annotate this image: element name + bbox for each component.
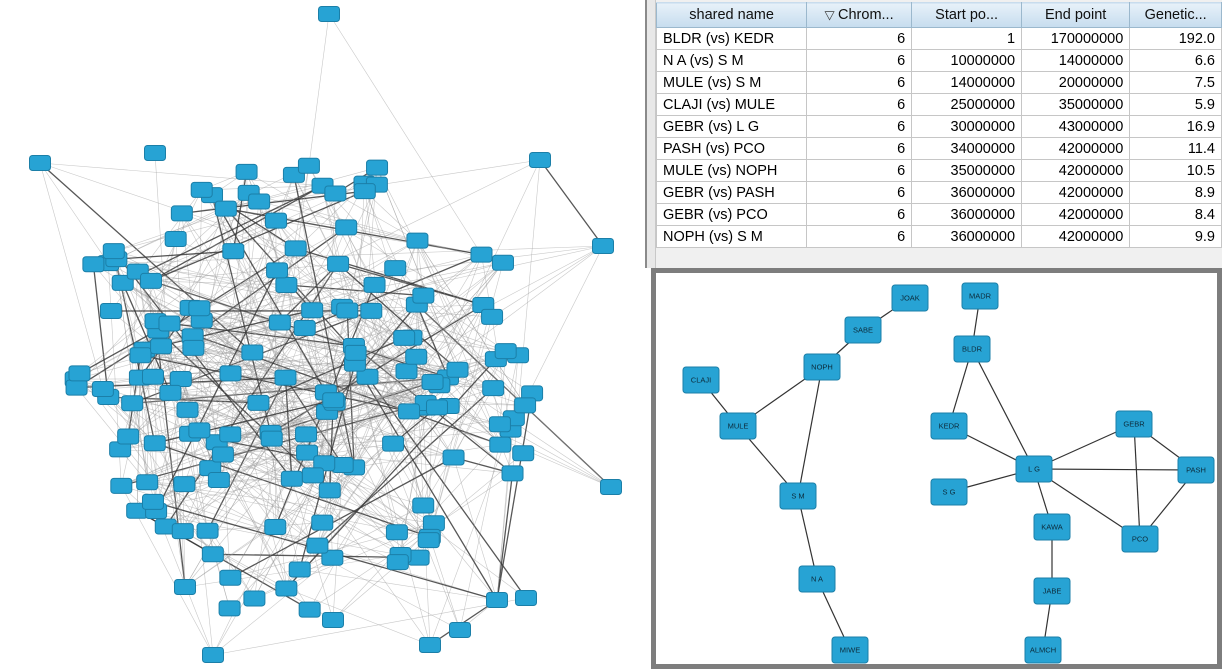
main-network-node[interactable]: [367, 160, 388, 175]
table-cell-end[interactable]: 42000000: [1022, 204, 1130, 226]
table-cell-end[interactable]: 20000000: [1022, 72, 1130, 94]
main-network-edge: [430, 537, 460, 630]
column-label-genetic: Genetic...: [1144, 7, 1207, 23]
main-network-node[interactable]: [312, 515, 333, 530]
table-row[interactable]: [657, 204, 1222, 226]
sub-network-node[interactable]: [799, 566, 835, 592]
main-network-node[interactable]: [191, 182, 212, 197]
main-network-node[interactable]: [111, 478, 132, 493]
main-network-edge: [329, 14, 482, 255]
main-network-node[interactable]: [242, 345, 263, 360]
main-network-node[interactable]: [492, 255, 513, 270]
main-network-node[interactable]: [248, 395, 269, 410]
main-network-edge: [40, 163, 108, 263]
main-network-node[interactable]: [413, 498, 434, 513]
main-network-node[interactable]: [307, 538, 328, 553]
main-network-node[interactable]: [323, 393, 344, 408]
sub-network-node[interactable]: [780, 483, 816, 509]
main-network-node[interactable]: [159, 316, 180, 331]
main-network-node[interactable]: [383, 436, 404, 451]
main-network-node[interactable]: [345, 345, 366, 360]
node-label: KAWA: [1041, 522, 1063, 532]
table-cell-shared_name[interactable]: GEBR (vs) PASH: [657, 182, 807, 204]
table-cell-chrom[interactable]: 6: [807, 94, 912, 116]
sub-network-node[interactable]: [1122, 526, 1158, 552]
sub-network-node[interactable]: [1116, 411, 1152, 437]
sub-network-edges: [701, 296, 1196, 650]
main-network-node[interactable]: [443, 450, 464, 465]
node-label: BLDR: [961, 344, 983, 354]
node-label: KEDR: [938, 421, 960, 431]
sub-network-node[interactable]: [832, 637, 868, 663]
table-row[interactable]: [657, 50, 1222, 72]
node-label: ALMCH: [1029, 645, 1057, 655]
main-network-node[interactable]: [323, 613, 344, 628]
sub-network-node[interactable]: [1025, 637, 1061, 663]
node-label: PASH: [1186, 465, 1206, 475]
main-network-node[interactable]: [482, 309, 503, 324]
main-network-edge: [309, 14, 329, 166]
main-network-node[interactable]: [471, 247, 492, 262]
table-cell-start[interactable]: 36000000: [912, 204, 1022, 226]
table-cell-genetic[interactable]: 6.6: [1130, 50, 1222, 72]
table-cell-chrom[interactable]: 6: [807, 182, 912, 204]
main-network-node[interactable]: [289, 562, 310, 577]
main-network-node[interactable]: [483, 381, 504, 396]
main-network-node[interactable]: [298, 158, 319, 173]
main-network-node[interactable]: [325, 186, 346, 201]
main-network-node[interactable]: [361, 303, 382, 318]
column-header-shared-name[interactable]: [657, 3, 807, 28]
main-network-node[interactable]: [100, 303, 121, 318]
column-label-end-point: End point: [1045, 7, 1107, 23]
main-network-node[interactable]: [203, 648, 224, 663]
sub-network-node[interactable]: [804, 354, 840, 380]
table-row[interactable]: [657, 226, 1222, 248]
main-network-edge: [93, 264, 108, 397]
table-row[interactable]: [657, 94, 1222, 116]
main-network-node[interactable]: [269, 315, 290, 330]
table-scrollbar[interactable]: [647, 0, 656, 268]
table-cell-end[interactable]: 42000000: [1022, 160, 1130, 182]
main-network-node[interactable]: [137, 475, 158, 490]
table-cell-shared_name[interactable]: BLDR (vs) KEDR: [657, 28, 807, 50]
column-label-start-point: Start po...: [935, 7, 999, 23]
main-network-node[interactable]: [249, 194, 270, 209]
main-network-node[interactable]: [144, 436, 165, 451]
main-network-edge: [199, 190, 201, 308]
main-network-node[interactable]: [319, 483, 340, 498]
main-network-node[interactable]: [265, 213, 286, 228]
main-network-node[interactable]: [447, 362, 468, 377]
sub-network-node[interactable]: [1016, 456, 1052, 482]
node-label: MIWE: [839, 645, 861, 655]
table-cell-shared_name[interactable]: GEBR (vs) L G: [657, 116, 807, 138]
main-network-node[interactable]: [276, 278, 297, 293]
sub-network-node[interactable]: [954, 336, 990, 362]
main-network-edge: [40, 163, 103, 389]
table-cell-genetic[interactable]: 10.5: [1130, 160, 1222, 182]
main-network-node[interactable]: [122, 396, 143, 411]
main-network-node[interactable]: [92, 382, 113, 397]
node-label: S G: [942, 487, 956, 497]
main-network-node[interactable]: [513, 446, 534, 461]
node-label: MADR: [968, 291, 992, 301]
table-cell-end[interactable]: 42000000: [1022, 138, 1130, 160]
table-cell-start[interactable]: 36000000: [912, 182, 1022, 204]
main-network-node[interactable]: [336, 220, 357, 235]
column-header-end-point[interactable]: [1022, 3, 1130, 28]
main-network-node[interactable]: [299, 602, 320, 617]
table-row[interactable]: [657, 182, 1222, 204]
table-cell-genetic[interactable]: 11.4: [1130, 138, 1222, 160]
main-network-node[interactable]: [66, 380, 87, 395]
main-network-edge: [40, 163, 323, 186]
filter-icon[interactable]: ▽: [824, 8, 835, 22]
column-header-genetic[interactable]: [1130, 3, 1222, 28]
table-cell-genetic[interactable]: 9.9: [1130, 226, 1222, 248]
sub-network-node[interactable]: [1034, 514, 1070, 540]
table-row[interactable]: [657, 116, 1222, 138]
main-network-node[interactable]: [319, 7, 340, 22]
table-cell-start[interactable]: 25000000: [912, 94, 1022, 116]
table-cell-genetic[interactable]: 8.9: [1130, 182, 1222, 204]
edge-table[interactable]: [656, 2, 1222, 248]
sub-network-node[interactable]: [931, 479, 967, 505]
main-network-node[interactable]: [502, 466, 523, 481]
main-network-node[interactable]: [387, 555, 408, 570]
node-label: NOPH: [811, 362, 833, 372]
main-network-node[interactable]: [394, 330, 415, 345]
table-cell-genetic[interactable]: 192.0: [1130, 28, 1222, 50]
main-network-node[interactable]: [142, 369, 163, 384]
table-cell-start[interactable]: 36000000: [912, 226, 1022, 248]
sub-network-edge: [972, 349, 1034, 469]
table-cell-chrom[interactable]: 6: [807, 138, 912, 160]
main-network-node[interactable]: [145, 146, 166, 161]
main-network-node[interactable]: [183, 340, 204, 355]
main-network-edge: [454, 458, 497, 601]
main-network-node[interactable]: [285, 241, 306, 256]
table-cell-chrom[interactable]: 6: [807, 50, 912, 72]
main-network-node[interactable]: [175, 580, 196, 595]
main-network-node[interactable]: [197, 523, 218, 538]
main-network-node[interactable]: [220, 366, 241, 381]
main-network-node[interactable]: [236, 164, 257, 179]
node-label: PCO: [1131, 534, 1149, 544]
main-network-node[interactable]: [118, 429, 139, 444]
main-network-node[interactable]: [30, 156, 51, 171]
main-network-node[interactable]: [202, 547, 223, 562]
table-cell-chrom[interactable]: 6: [807, 204, 912, 226]
main-network-node[interactable]: [396, 364, 417, 379]
table-cell-shared_name[interactable]: NOPH (vs) S M: [657, 226, 807, 248]
main-network-node[interactable]: [294, 321, 315, 336]
main-network-node[interactable]: [244, 591, 265, 606]
main-network-node[interactable]: [189, 423, 210, 438]
table-cell-end[interactable]: 42000000: [1022, 182, 1130, 204]
main-network-node[interactable]: [420, 638, 441, 653]
main-network-nodes[interactable]: [30, 7, 622, 663]
sub-network-node[interactable]: [962, 283, 998, 309]
table-row[interactable]: [657, 72, 1222, 94]
main-network-node[interactable]: [142, 494, 163, 509]
table-row[interactable]: [657, 28, 1222, 50]
main-network-node[interactable]: [406, 349, 427, 364]
table-cell-shared_name[interactable]: MULE (vs) S M: [657, 72, 807, 94]
table-row[interactable]: [657, 138, 1222, 160]
table-cell-shared_name[interactable]: PASH (vs) PCO: [657, 138, 807, 160]
column-label-chromosome: Chrom...: [838, 7, 894, 23]
table-cell-end[interactable]: 43000000: [1022, 116, 1130, 138]
main-network-node[interactable]: [515, 398, 536, 413]
main-network-node[interactable]: [160, 385, 181, 400]
table-cell-chrom[interactable]: 6: [807, 72, 912, 94]
main-network-node[interactable]: [151, 339, 172, 354]
main-network-edge: [213, 598, 526, 655]
main-network-node[interactable]: [219, 601, 240, 616]
table-cell-start[interactable]: 30000000: [912, 116, 1022, 138]
main-network-node[interactable]: [165, 231, 186, 246]
main-network-node[interactable]: [385, 261, 406, 276]
sub-network-node[interactable]: [1034, 578, 1070, 604]
node-label: JABE: [1042, 586, 1062, 596]
main-network-node[interactable]: [418, 533, 439, 548]
sub-network-nodes[interactable]: [683, 283, 1214, 663]
main-network-node[interactable]: [275, 370, 296, 385]
table-header-row: [657, 3, 1222, 28]
sub-network-view[interactable]: [651, 268, 1222, 669]
main-network-edge: [497, 473, 513, 600]
main-network-edge: [333, 537, 430, 620]
sub-network-node[interactable]: [845, 317, 881, 343]
main-network-node[interactable]: [170, 372, 191, 387]
sub-network-node[interactable]: [683, 367, 719, 393]
table-cell-start[interactable]: 35000000: [912, 160, 1022, 182]
column-header-start-point[interactable]: [912, 3, 1022, 28]
table-cell-shared_name[interactable]: N A (vs) S M: [657, 50, 807, 72]
main-network-node[interactable]: [407, 233, 428, 248]
table-cell-start[interactable]: 1: [912, 28, 1022, 50]
main-network-node[interactable]: [328, 256, 349, 271]
main-network-node[interactable]: [593, 239, 614, 254]
node-label: S M: [791, 491, 805, 501]
main-network-node[interactable]: [276, 581, 297, 596]
edge-table-panel[interactable]: [645, 0, 1222, 268]
table-cell-shared_name[interactable]: GEBR (vs) PCO: [657, 204, 807, 226]
sub-network-node[interactable]: [1178, 457, 1214, 483]
table-cell-start[interactable]: 14000000: [912, 72, 1022, 94]
main-network-node[interactable]: [495, 344, 516, 359]
main-network-node[interactable]: [302, 303, 323, 318]
main-network-node[interactable]: [265, 519, 286, 534]
table-cell-genetic[interactable]: 5.9: [1130, 94, 1222, 116]
main-network-node[interactable]: [212, 447, 233, 462]
table-row[interactable]: [657, 160, 1222, 182]
main-network-node[interactable]: [601, 480, 622, 495]
main-network-node[interactable]: [267, 263, 288, 278]
main-network-node[interactable]: [172, 524, 193, 539]
table-cell-genetic[interactable]: 8.4: [1130, 204, 1222, 226]
table-body[interactable]: [657, 28, 1222, 248]
table-cell-shared_name[interactable]: CLAJI (vs) MULE: [657, 94, 807, 116]
main-network-node[interactable]: [215, 201, 236, 216]
table-cell-shared_name[interactable]: MULE (vs) NOPH: [657, 160, 807, 182]
sub-network-edge: [798, 367, 822, 496]
main-network-node[interactable]: [130, 348, 151, 363]
sub-network-node[interactable]: [892, 285, 928, 311]
table-cell-start[interactable]: 10000000: [912, 50, 1022, 72]
main-network-node[interactable]: [208, 473, 229, 488]
main-network-node[interactable]: [399, 404, 420, 419]
table-cell-end[interactable]: 42000000: [1022, 226, 1130, 248]
table-cell-chrom[interactable]: 6: [807, 116, 912, 138]
column-label-shared-name: shared name: [689, 7, 774, 23]
sub-network-edge: [1034, 469, 1196, 470]
main-network-node[interactable]: [530, 153, 551, 168]
table-cell-genetic[interactable]: 16.9: [1130, 116, 1222, 138]
sub-network-node[interactable]: [720, 413, 756, 439]
main-network-node[interactable]: [171, 206, 192, 221]
main-network-node[interactable]: [516, 591, 537, 606]
node-label: JOAK: [900, 293, 920, 303]
main-network-node[interactable]: [177, 402, 198, 417]
main-network-node[interactable]: [487, 593, 508, 608]
main-network-node[interactable]: [174, 477, 195, 492]
main-network-node[interactable]: [354, 184, 375, 199]
main-network-node[interactable]: [69, 366, 90, 381]
main-network-node[interactable]: [302, 468, 323, 483]
node-label: N A: [810, 574, 824, 584]
main-network-node[interactable]: [426, 400, 447, 415]
main-network-node[interactable]: [450, 623, 471, 638]
main-network-node[interactable]: [220, 570, 241, 585]
main-network-node[interactable]: [489, 417, 510, 432]
table-cell-chrom[interactable]: 6: [807, 226, 912, 248]
main-network-node[interactable]: [189, 301, 210, 316]
main-network-node[interactable]: [220, 427, 241, 442]
table-cell-chrom[interactable]: 6: [807, 28, 912, 50]
node-label: MULE: [727, 421, 749, 431]
main-network-node[interactable]: [83, 257, 104, 272]
main-network-node[interactable]: [103, 244, 124, 259]
main-network-node[interactable]: [386, 525, 407, 540]
main-network-node[interactable]: [337, 303, 358, 318]
table-cell-end[interactable]: 35000000: [1022, 94, 1130, 116]
sub-network-node[interactable]: [931, 413, 967, 439]
node-label: GEBR: [1123, 419, 1145, 429]
main-network-node[interactable]: [413, 288, 434, 303]
main-network-node[interactable]: [423, 516, 444, 531]
table-cell-start[interactable]: 34000000: [912, 138, 1022, 160]
main-network-node[interactable]: [141, 273, 162, 288]
main-network-node[interactable]: [332, 457, 353, 472]
column-header-chromosome[interactable]: [807, 3, 912, 28]
node-label: L G: [1028, 464, 1040, 474]
sub-network-edge: [1134, 424, 1140, 539]
main-network-node[interactable]: [223, 244, 244, 259]
table-cell-chrom[interactable]: 6: [807, 160, 912, 182]
main-network-node[interactable]: [261, 431, 282, 446]
main-network-node[interactable]: [296, 427, 317, 442]
sub-network-graph[interactable]: [656, 273, 1217, 664]
table-cell-genetic[interactable]: 7.5: [1130, 72, 1222, 94]
node-label: CLAJI: [690, 375, 712, 385]
main-network-node[interactable]: [281, 471, 302, 486]
main-network-edge: [540, 160, 603, 246]
main-network-node[interactable]: [422, 375, 443, 390]
table-cell-end[interactable]: 14000000: [1022, 50, 1130, 72]
node-label: SABE: [852, 325, 874, 335]
main-network-node[interactable]: [490, 437, 511, 452]
table-cell-end[interactable]: 170000000: [1022, 28, 1130, 50]
main-network-node[interactable]: [364, 277, 385, 292]
